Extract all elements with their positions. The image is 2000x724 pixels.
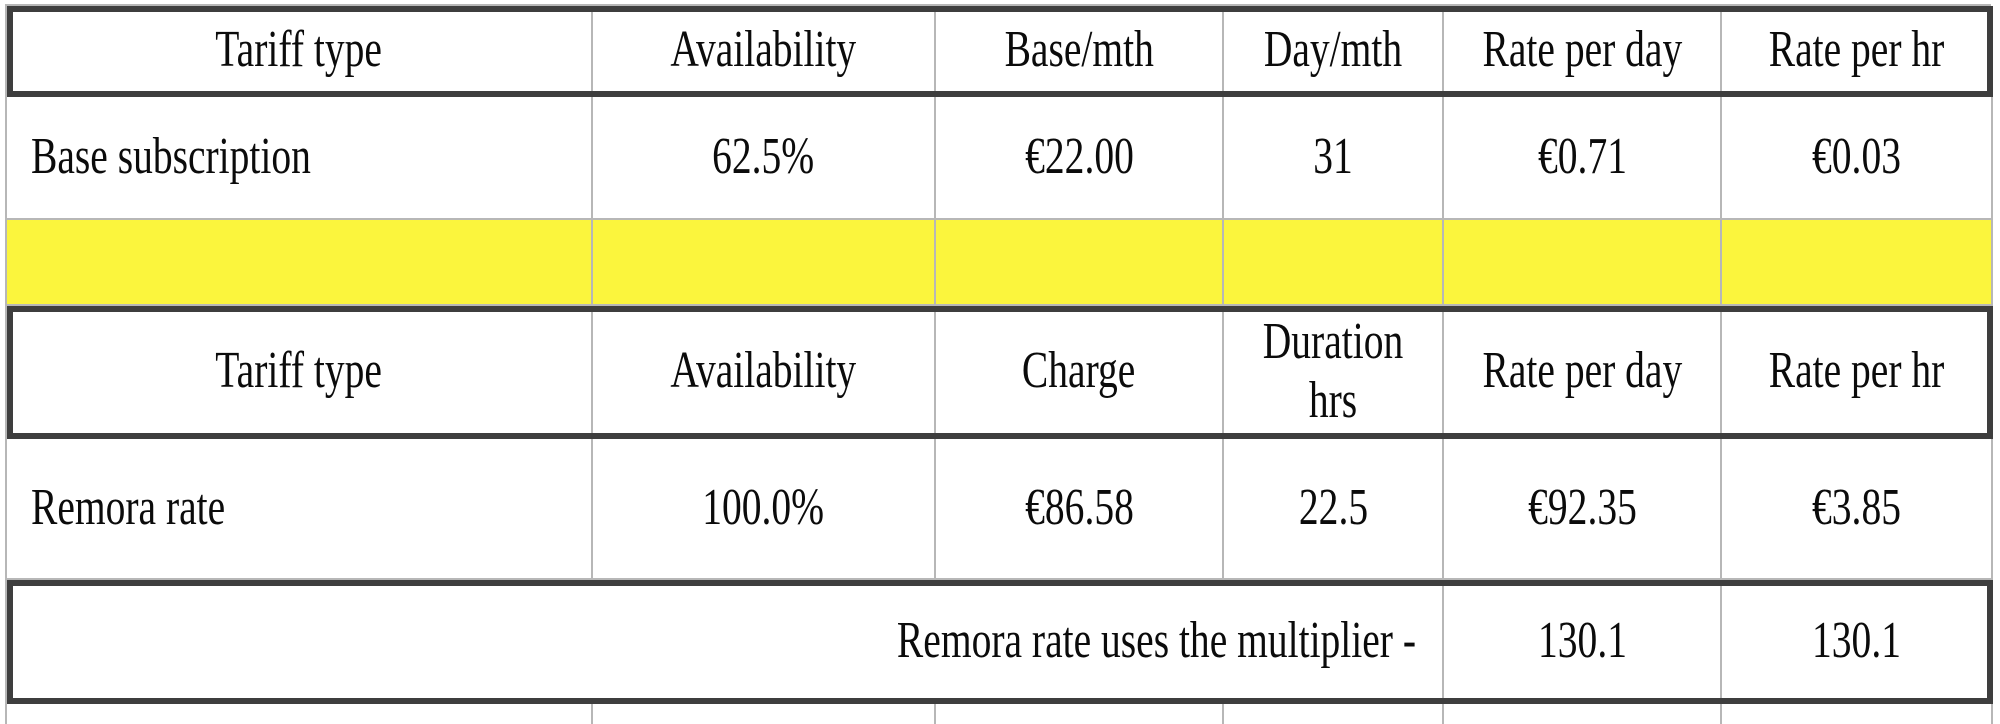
cell-remora-duration-hrs[interactable] xyxy=(1224,439,1444,580)
cell-remora-rate-per-hr[interactable] xyxy=(1722,439,1993,580)
cell-value: €86.58 xyxy=(1024,479,1134,537)
cell-value: €0.71 xyxy=(1537,128,1627,186)
cell-value: €22.00 xyxy=(1024,128,1134,186)
header-label: Charge xyxy=(1022,342,1136,400)
cell-value: 31 xyxy=(1313,128,1353,186)
header-cell-rate-per-day-1[interactable] xyxy=(1444,6,1722,97)
header-label: Rate per hr xyxy=(1768,342,1945,400)
partial-empty-cell-2[interactable] xyxy=(593,704,936,724)
cell-base-availability[interactable] xyxy=(593,97,936,220)
cell-value: Remora rate xyxy=(31,479,226,537)
header-cell-tariff-type-1[interactable] xyxy=(7,6,593,97)
header-cell-tariff-type-2[interactable] xyxy=(7,306,593,439)
header-label: Availability xyxy=(670,21,857,79)
highlight-empty-cell-6[interactable] xyxy=(1722,220,1993,306)
header-label: Day/mth xyxy=(1263,21,1403,79)
highlight-empty-cell-3[interactable] xyxy=(936,220,1224,306)
cell-value: 62.5% xyxy=(712,128,815,186)
cell-value: 130.1 xyxy=(1812,611,1901,669)
header-label: Duration hrs xyxy=(1262,313,1404,429)
cell-value: 22.5 xyxy=(1298,479,1368,537)
header-label: Rate per day xyxy=(1482,342,1682,400)
cell-value: €92.35 xyxy=(1527,479,1637,537)
header-label: Tariff type xyxy=(215,21,383,79)
header-cell-base-mth[interactable] xyxy=(936,6,1224,97)
cell-multiplier-rate-per-hr[interactable] xyxy=(1722,580,1993,704)
header-label: Tariff type xyxy=(215,342,383,400)
header-label: Rate per day xyxy=(1482,21,1682,79)
cell-value: 130.1 xyxy=(1537,611,1627,669)
cell-value: Base subscription xyxy=(31,128,311,186)
cell-base-mth-value[interactable] xyxy=(936,97,1224,220)
partial-empty-cell-1[interactable] xyxy=(7,704,593,724)
cell-value: €3.85 xyxy=(1812,479,1901,537)
header-label: Availability xyxy=(670,342,857,400)
cell-multiplier-label[interactable] xyxy=(7,580,1444,704)
highlight-empty-cell-4[interactable] xyxy=(1224,220,1444,306)
tariff-table xyxy=(5,4,1991,724)
cell-day-mth-value[interactable] xyxy=(1224,97,1444,220)
header-cell-availability-1[interactable] xyxy=(593,6,936,97)
cell-remora-charge[interactable] xyxy=(936,439,1224,580)
partial-empty-cell-4[interactable] xyxy=(1224,704,1444,724)
highlight-empty-cell-2[interactable] xyxy=(593,220,936,306)
header-cell-rate-per-hr-2[interactable] xyxy=(1722,306,1993,439)
cell-value: 100.0% xyxy=(702,479,825,537)
header-cell-duration-hrs[interactable] xyxy=(1224,306,1444,439)
header-label: Rate per hr xyxy=(1768,21,1945,79)
header-cell-charge[interactable] xyxy=(936,306,1224,439)
partial-empty-cell-3[interactable] xyxy=(936,704,1224,724)
header-cell-rate-per-hr-1[interactable] xyxy=(1722,6,1993,97)
cell-remora-rate-per-day[interactable] xyxy=(1444,439,1722,580)
highlight-empty-cell-5[interactable] xyxy=(1444,220,1722,306)
header-cell-rate-per-day-2[interactable] xyxy=(1444,306,1722,439)
header-cell-availability-2[interactable] xyxy=(593,306,936,439)
header-cell-day-mth[interactable] xyxy=(1224,6,1444,97)
cell-value: €0.03 xyxy=(1812,128,1901,186)
partial-empty-cell-5[interactable] xyxy=(1444,704,1722,724)
cell-base-subscription-name[interactable] xyxy=(7,97,593,220)
cell-multiplier-rate-per-day[interactable] xyxy=(1444,580,1722,704)
partial-empty-cell-6[interactable] xyxy=(1722,704,1993,724)
cell-remora-availability[interactable] xyxy=(593,439,936,580)
cell-value: Remora rate uses the multiplier - xyxy=(896,611,1416,669)
header-label: Base/mth xyxy=(1004,21,1154,79)
cell-base-rate-per-hr[interactable] xyxy=(1722,97,1993,220)
highlight-empty-cell-1[interactable] xyxy=(7,220,593,306)
cell-base-rate-per-day[interactable] xyxy=(1444,97,1722,220)
cell-remora-rate-name[interactable] xyxy=(7,439,593,580)
